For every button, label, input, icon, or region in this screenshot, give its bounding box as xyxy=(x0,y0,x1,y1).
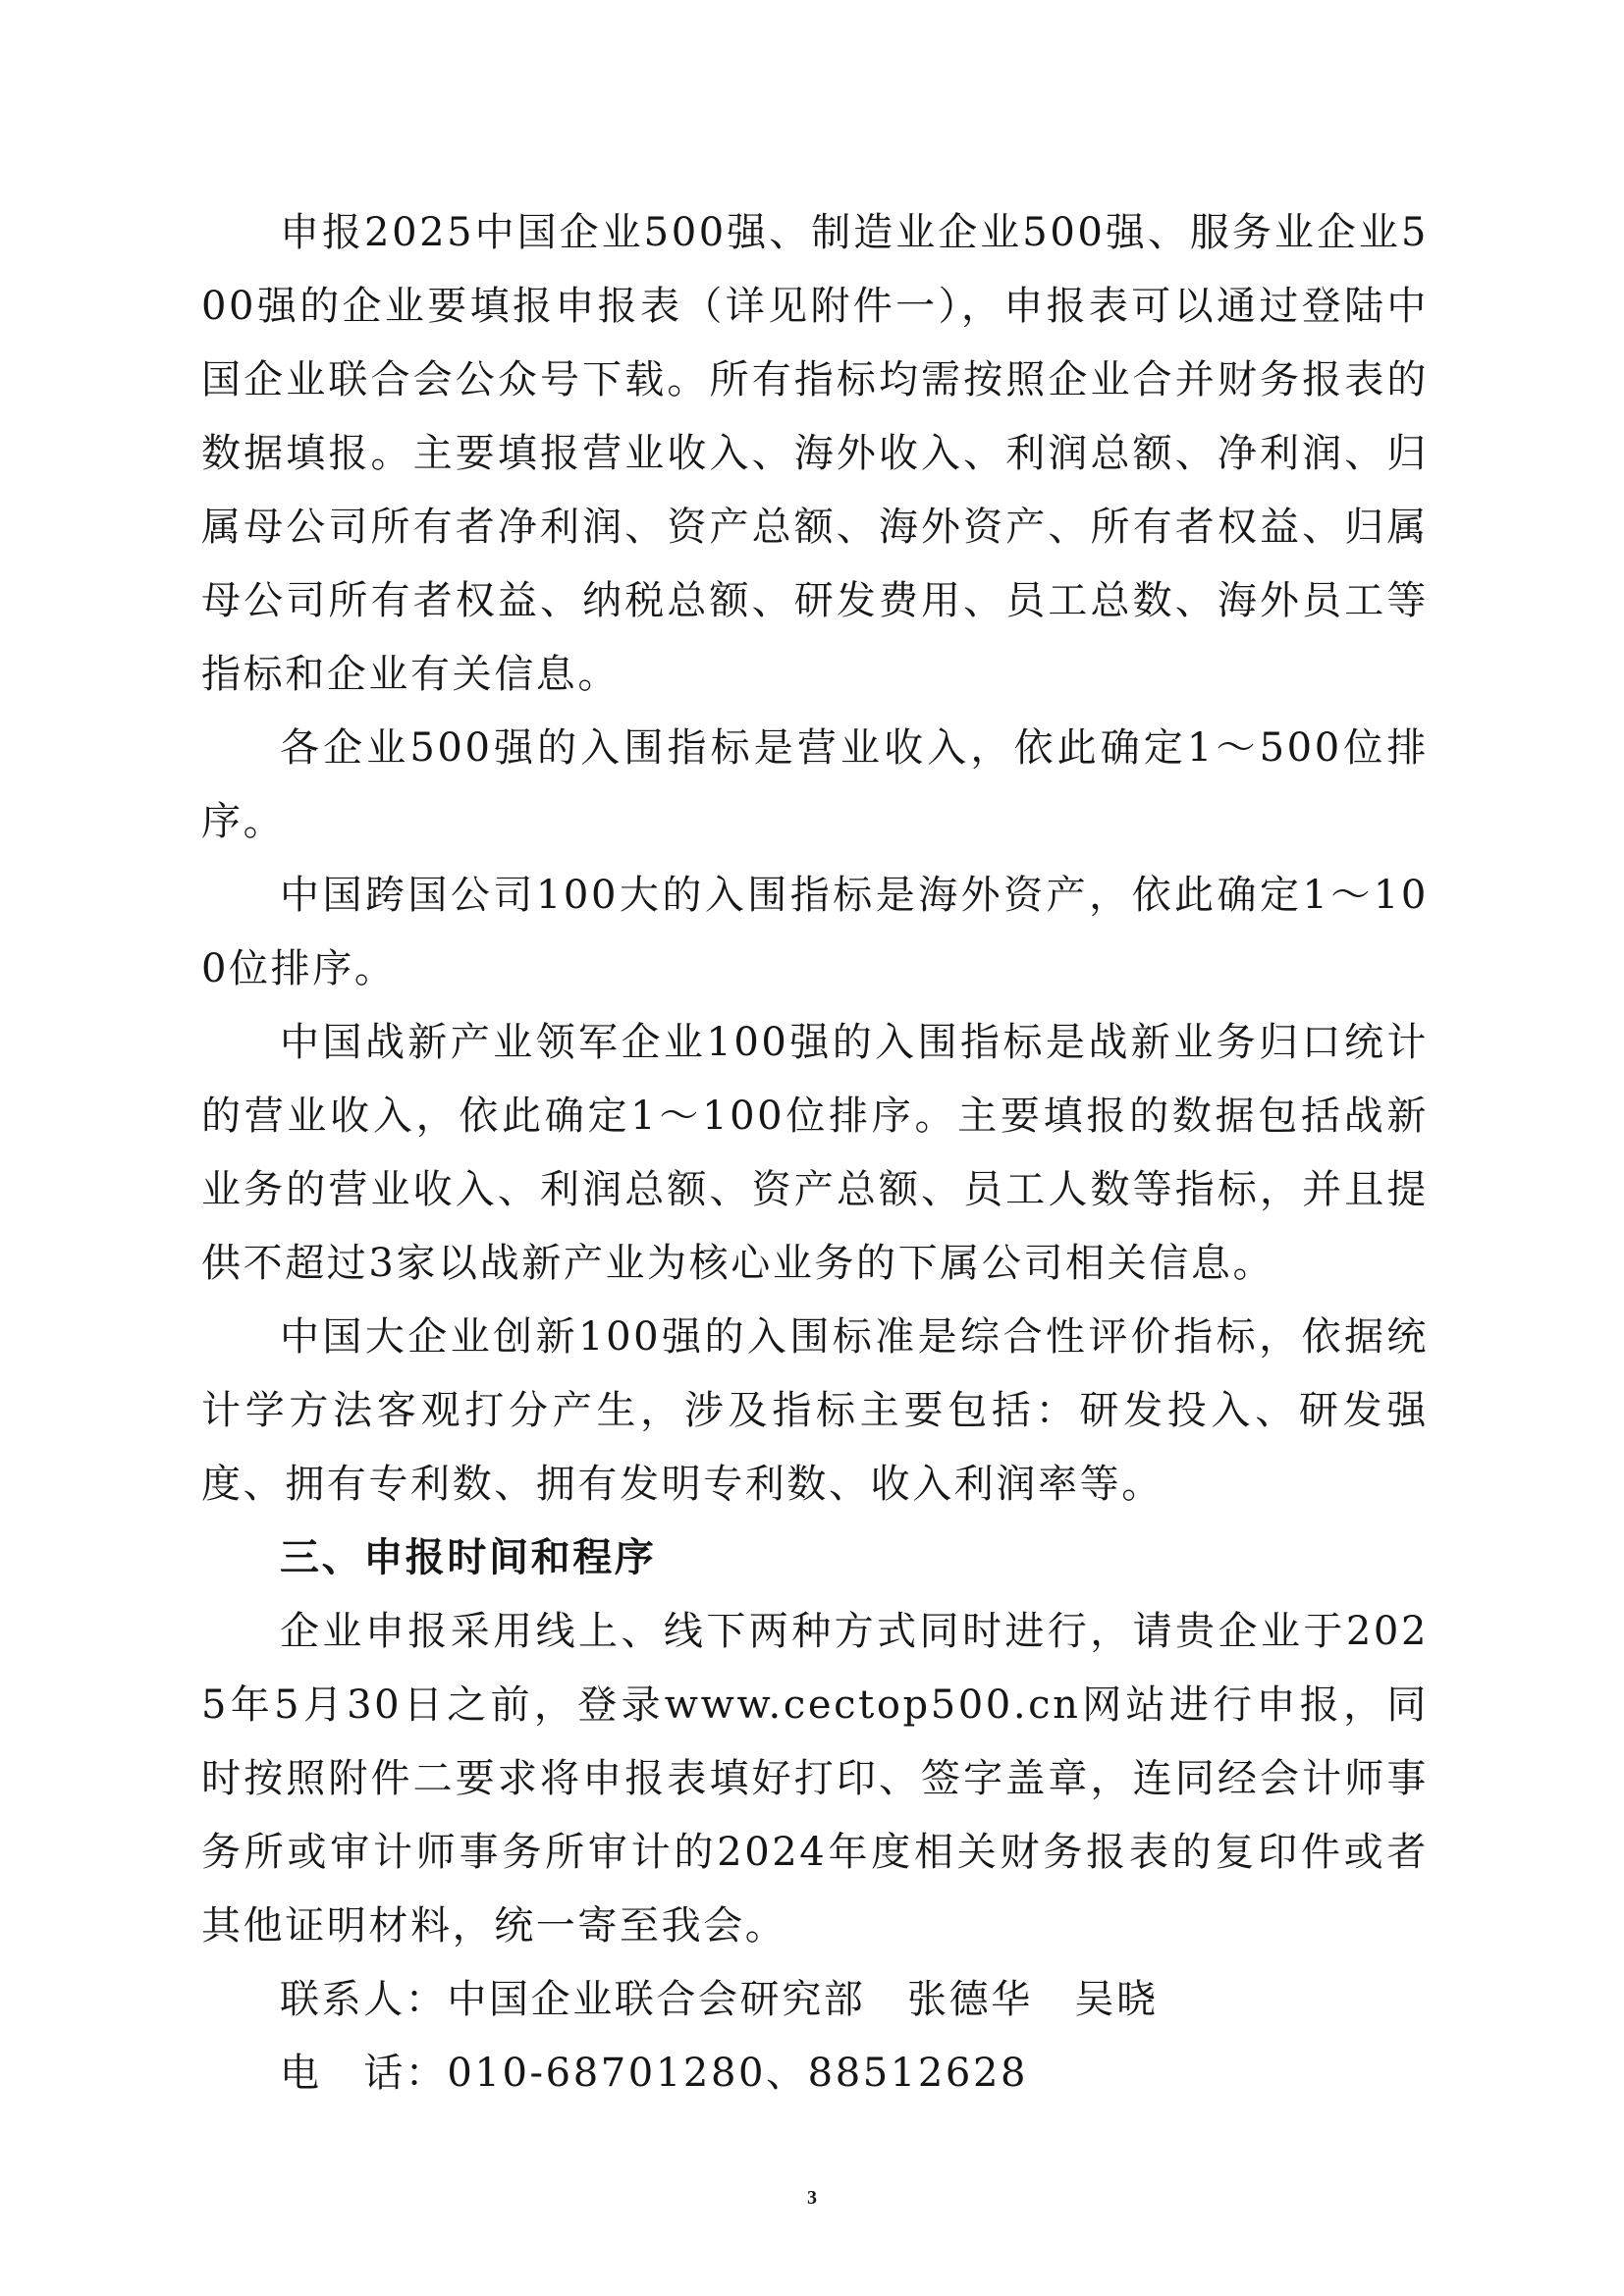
paragraph-application-form: 申报2025中国企业500强、制造业企业500强、服务业企业500强的企业要填报申报表（详见附件一），申报表可以通过登陆中国企业联合会公众号下载。所有指标均需按照企业合并财务报表的数据填报。主要填报营业收入、海外收入、利润总额、净利润、归属母公司所有者净利润、资产总额、海外资产、所有者权益、归属母公司所有者权益、纳税总额、研发费用、员工总数、海外员工等指标和企业有关信息。 xyxy=(201,210,1429,697)
paragraph-multinational-criteria: 中国跨国公司100大的入围指标是海外资产，依此确定1～100位排序。 xyxy=(201,873,1429,991)
section-heading-timeline: 三、申报时间和程序 xyxy=(280,1535,657,1580)
paragraph-top500-criteria: 各企业500强的入围指标是营业收入，依此确定1～500位排序。 xyxy=(201,725,1429,844)
contact-person: 联系人：中国企业联合会研究部 张德华 吴晓 xyxy=(280,1977,1159,2022)
paragraph-application-procedure: 企业申报采用线上、线下两种方式同时进行，请贵企业于2025年5月30日之前，登录www.cectop500.cn网站进行申报，同时按照附件二要求将申报表填好打印、签字盖章，连同经会计师事务所或审计师事务所审计的2024年度相关财务报表的复印件或者其他证明材料，统一寄至我会。 xyxy=(201,1609,1429,1949)
document-body xyxy=(201,196,1429,2110)
paragraph-innovation-criteria: 中国大企业创新100强的入围标准是综合性评价指标，依据统计学方法客观打分产生，涉及指标主要包括：研发投入、研发强度、拥有专利数、拥有发明专利数、收入利润率等。 xyxy=(201,1314,1429,1507)
contact-phone: 电 话：010-68701280、88512628 xyxy=(280,2051,1029,2096)
page-number: 3 xyxy=(807,2187,817,2209)
paragraph-emerging-industry-criteria: 中国战新产业领军企业100强的入围指标是战新业务归口统计的营业收入，依此确定1～100位排序。主要填报的数据包括战新业务的营业收入、利润总额、资产总额、员工人数等指标，并且提供不超过3家以战新产业为核心业务的下属公司相关信息。 xyxy=(201,1020,1429,1286)
